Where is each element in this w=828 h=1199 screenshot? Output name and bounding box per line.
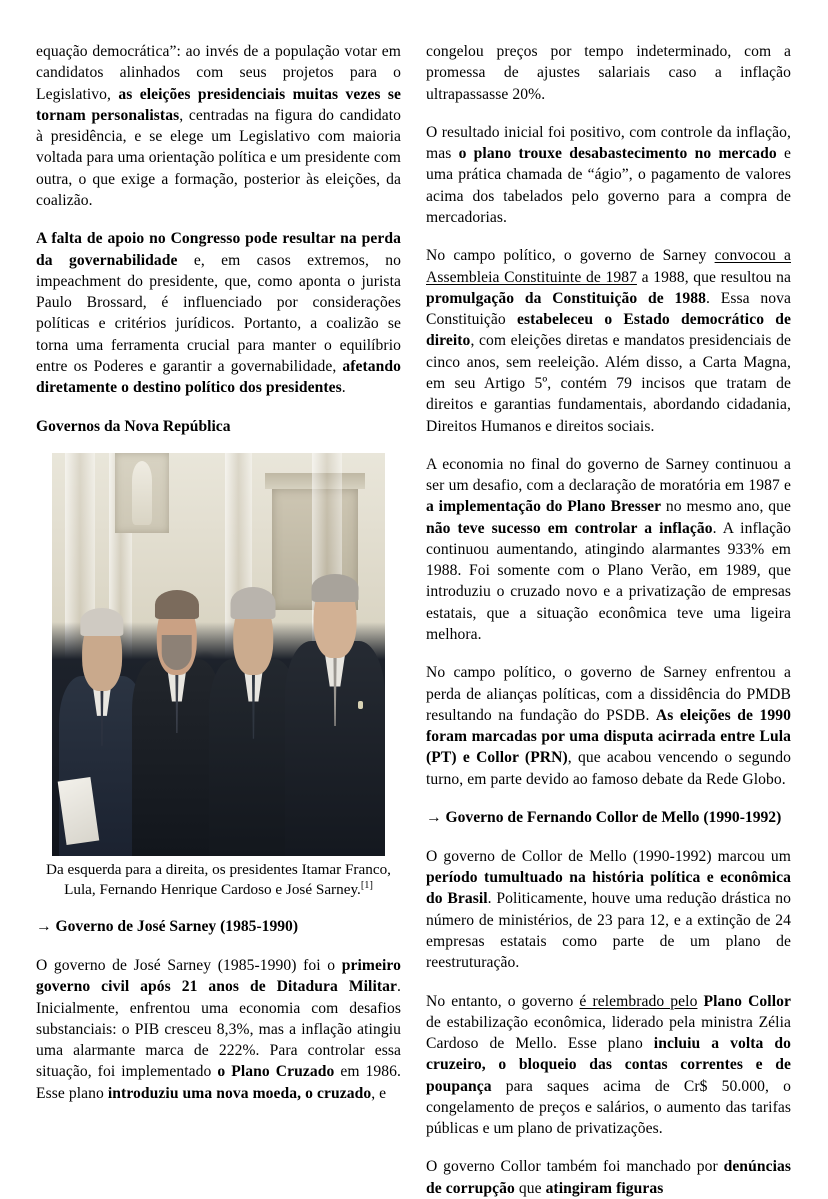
paragraph-constituinte [426,245,791,437]
figure-block [36,453,401,900]
underlined-text: é relembrado pelo [579,992,698,1010]
emphasis-bold: promulgação da Constituição de 1988 [426,289,706,307]
left-column [36,41,401,1151]
heading-governo-fernando-collor: → Governo de Fernando Collor de Mello (1990-1992) [426,809,782,826]
emphasis-bold: o plano trouxe desabastecimento no mercado [458,145,777,163]
text-run: e uma prática chamada de “ágio”, o pagamento de valores acima dos tabelados pelo governo para a compra de mercadorias. [426,145,791,226]
emphasis-bold: não teve sucesso em controlar a inflação [426,519,713,537]
text-run: , e [371,1084,387,1102]
text-run: no mesmo ano, que [661,498,791,516]
paragraph-falta-apoio [36,228,401,398]
text-run: em 1986. Esse plano [36,1063,402,1102]
photo-person-hair [80,608,123,635]
emphasis-bold: estabeleceu o Estado democrático de direito [426,311,792,350]
text-run: . A inflação continuou aumentando, atingindo alarmantes 933% em 1988. Foi somente com o Plano Verão, em 1989, que introduziu o cruzado novo e a privatização de empresas estatais, que a situação econômica teve uma ligeira melhora. [426,519,791,644]
text-run: . [341,379,346,397]
text-run: para saques acima de Cr$ 50.000, o congelamento de preços e salários, o aumento das tarifas públicas e um plano de privatizações. [426,1077,791,1138]
section-heading-governos-nova-republica: Governos da Nova República [36,417,231,435]
emphasis-bold: introduziu uma nova moeda, o cruzado [107,1084,372,1102]
paragraph-economia [426,454,791,646]
emphasis-bold: a implementação do Plano Bresser [426,498,662,516]
photo-statue [132,461,152,525]
figure-caption [36,860,401,900]
paragraph-corrupcao [426,1156,791,1199]
text-run: O governo de José Sarney (1985-1990) foi o [36,957,342,975]
photo-person-hair [231,587,276,619]
emphasis-bold: primeiro governo civil após 21 anos de Ditadura Militar [36,957,401,996]
text-run: No entanto, o governo [426,992,580,1010]
photo-lapel-pin [358,701,363,709]
paragraph-resultado [426,122,791,228]
text-run: . Essa nova Constituição [426,289,792,329]
figure-caption-reference: [1] [360,879,373,891]
text-run: . Inicialmente, enfrentou uma economia com desafios substanciais: o PIB cresceu 8,3%, mas a inflação atingiu uma alarmante marca de 222%. Para controlar essa situação, foi implementado [36,978,401,1081]
emphasis-bold: denúncias de corrupção [426,1158,791,1197]
photo-four-presidents [52,453,385,856]
text-run: , que acabou vencendo o segundo turno, em parte devido ao famoso debate da Rede Globo. [426,749,791,788]
text-run: No campo político, o governo de Sarney enfrentou a perda de alianças políticas, com a dissidência do PMDB resultando na fundação do PSDB. [426,664,791,724]
emphasis-bold: afetando diretamente o destino político dos presidentes [36,357,401,397]
text-run: O governo de Collor de Mello (1990-1992) marcou um [426,847,791,865]
text-run: de estabilização econômica, liderado pela ministra Zélia Cardoso de Mello. Esse plano [426,1013,791,1053]
text-run: , centradas na figura do candidato à presidência, e se elege um Legislativo com maioria voltada para uma orientação política e um presidente com outra, o que exige a formação, posterior às eleições, da coalizão. [36,106,401,209]
figure-caption-text: Da esquerda para a direita, os presidentes Itamar Franco, Lula, Fernando Henrique Cardoso e José Sarney. [46,860,391,898]
emphasis-bold: A falta de apoio no Congresso pode resultar na perda da governabilidade [36,230,401,269]
emphasis-bold: o Plano Cruzado [217,1063,335,1081]
text-run: a 1988, que resultou na [636,268,792,286]
text-run: que [514,1179,546,1197]
heading-governo-jose-sarney: → Governo de José Sarney (1985-1990) [36,918,299,936]
text-run: A economia no final do governo de Sarney continuou a ser um desafio, com a declaração de moratória em 1987 e [426,455,791,495]
underlined-text: convocou a Assembleia Constituinte de 1987 [426,247,791,286]
text-run: e, em casos extremos, no impeachment do presidente, que, como aponta o jurista Paulo Brossard, é influenciado por considerações políticas e critérios jurídicos. Portanto, a coalizão se torna uma ferramenta crucial para manter o equilíbrio entre os Poderes e garantir a governabilidade, [36,251,401,375]
right-column [426,41,792,1197]
emphasis-bold: incluiu a volta do cruzeiro, o bloqueio das contas correntes e de poupança [426,1035,791,1095]
emphasis-bold: As eleições de 1990 foram marcadas por uma disputa acirrada entre Lula (PT) e Collor (PRN) [426,706,791,767]
text-run: , com eleições diretas e mandatos presidenciais de cinco anos, sem reeleição. Além disso, a Carta Magna, em seu Artigo 5º, contém 79 incisos que tratam de direitos e garantias fundamentais, abordando cidadania, Direitos Humanos e direitos sociais. [426,332,791,435]
emphasis-bold: Plano Collor [703,992,791,1010]
paragraph-collor [426,846,791,974]
emphasis-bold: as eleições presidenciais muitas vezes se tornam personalistas [36,85,401,124]
photo-person-hair [312,574,359,602]
text-run: No campo político, o governo de Sarney [426,247,715,265]
photo-person-beard [162,635,193,670]
text-run: congelou preços por tempo indeterminado, com a promessa de ajustes salariais caso a inflação ultrapassasse 20%. [426,43,791,103]
paragraph-sarney [36,955,401,1104]
paragraph-congelou [426,41,791,105]
text-run: O governo Collor também foi manchado por [426,1158,724,1176]
text-run: equação democrática”: ao invés de a população votar em candidatos alinhados com seus projetos para o Legislativo, [36,43,401,103]
text-run: . Politicamente, houve uma redução drástica no número de ministérios, de 23 para 12, e a extinção de 24 empresas estatais como parte de um plano de reestruturação. [426,890,791,972]
two-column-layout [36,41,792,1197]
paragraph-equacao [36,41,401,211]
paragraph-aliancas [426,662,791,790]
photo-person-hair [155,590,199,619]
figure-four-presidents [36,453,401,900]
emphasis-bold: período tumultuado na história política e econômica do Brasil [426,869,791,908]
text-run: O resultado inicial foi positivo, com controle da inflação, mas [426,123,791,163]
photo-person-jose-sarney [285,574,385,856]
emphasis-bold: atingiram figuras [545,1179,664,1197]
paragraph-plano-collor [426,991,791,1140]
